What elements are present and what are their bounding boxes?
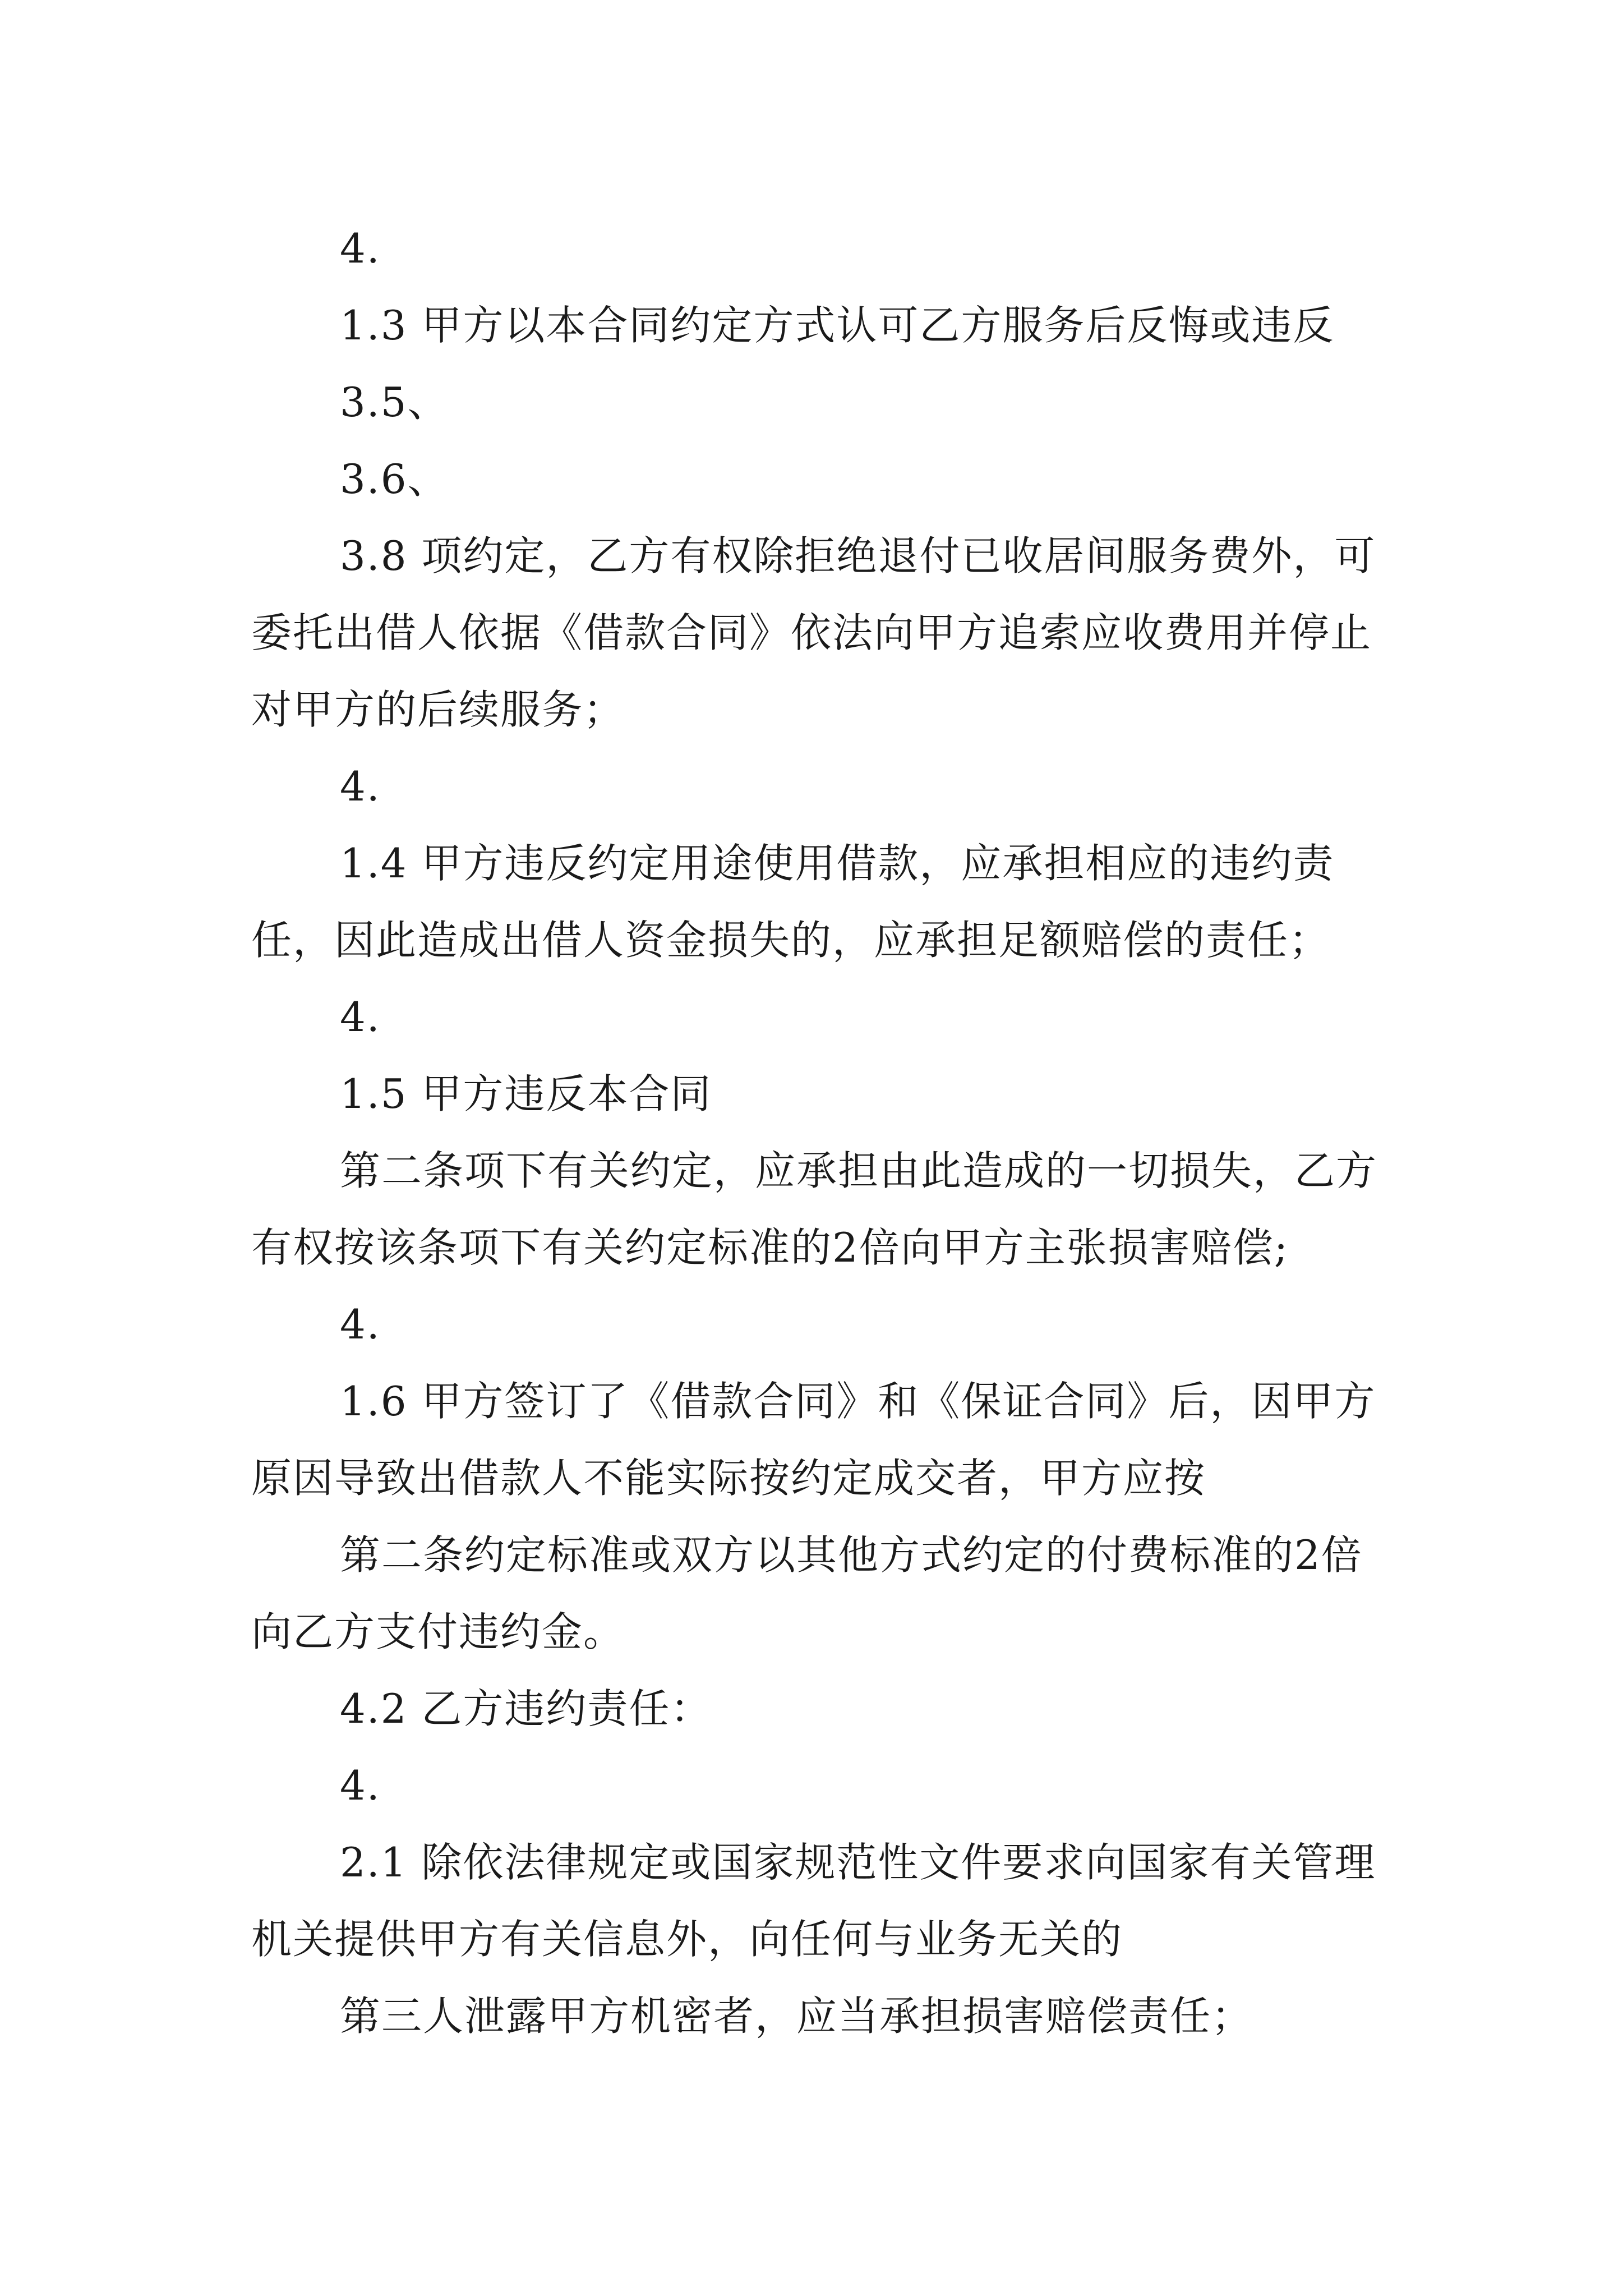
paragraph: 4. (340, 1762, 381, 1809)
paragraph: 4. (340, 1301, 381, 1348)
paragraph: 4.2 乙方违约责任： (340, 1685, 712, 1732)
paragraph: 4. (340, 225, 381, 272)
paragraph: 1.4 甲方违反约定用途使用借款，应承担相应的违约责任，因此造成出借人资金损失的，应承担足额赔偿的责任； (251, 840, 1335, 964)
paragraph: 3.8 项约定，乙方有权除拒绝退付已收居间服务费外，可委托出借人依据《借款合同》依法向甲方追索应收费用并停止对甲方的后续服务； (251, 532, 1376, 733)
paragraph: 第二条约定标准或双方以其他方式约定的付费标准的2倍向乙方支付违约金。 (251, 1531, 1363, 1655)
paragraph: 3.5、 (340, 379, 449, 426)
paragraph: 1.6 甲方签订了《借款合同》和《保证合同》后，因甲方原因导致出借款人不能实际按约定成交者，甲方应按 (251, 1378, 1376, 1502)
document-body (251, 210, 1395, 2055)
paragraph: 1.3 甲方以本合同约定方式认可乙方服务后反悔或违反 (340, 302, 1335, 349)
paragraph: 第二条项下有关约定，应承担由此造成的一切损失，乙方有权按该条项下有关约定标准的2倍向甲方主张损害赔偿; (251, 1147, 1378, 1271)
paragraph: 2.1 除依法律规定或国家规范性文件要求向国家有关管理机关提供甲方有关信息外，向任何与业务无关的 (251, 1839, 1376, 1963)
paragraph: 1.5 甲方违反本合同 (340, 1070, 712, 1117)
paragraph: 4. (340, 993, 381, 1041)
paragraph: 第三人泄露甲方机密者，应当承担损害赔偿责任； (340, 1993, 1253, 2040)
paragraph: 4. (340, 763, 381, 810)
paragraph: 3.6、 (340, 455, 449, 503)
